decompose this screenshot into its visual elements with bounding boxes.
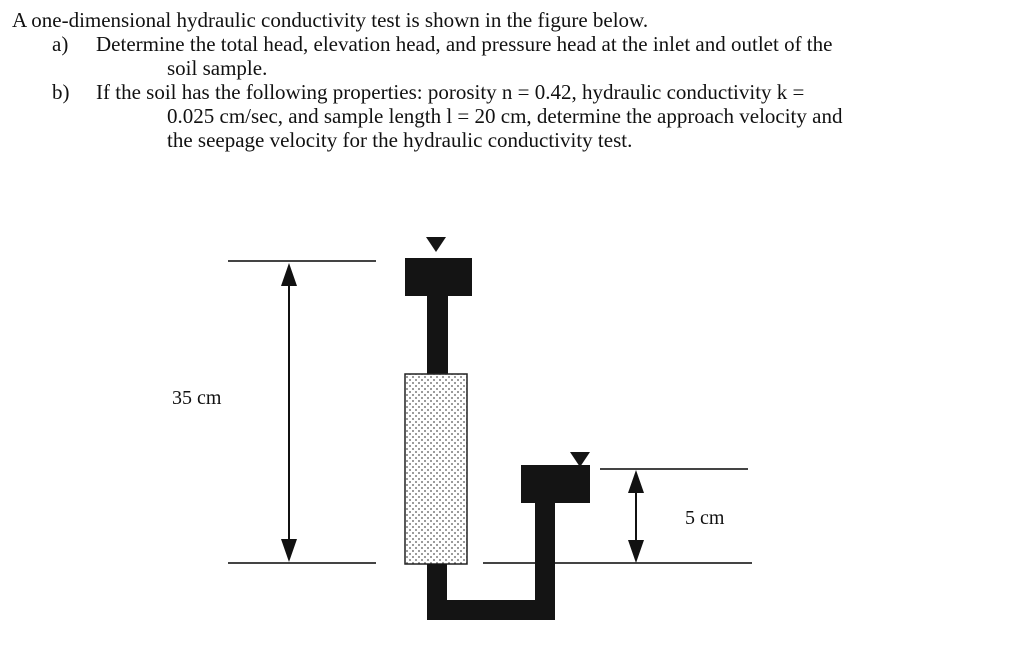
left-dimension-label: 35 cm (172, 387, 222, 409)
part-b-tag: b) (52, 80, 70, 104)
right-dimension-label: 5 cm (685, 507, 725, 529)
part-b (12, 80, 1002, 152)
part-b-line-2: 0.025 cm/sec, and sample length l = 20 cm, determine the approach velocity and (167, 104, 843, 128)
outlet-water-level-icon (570, 452, 590, 467)
part-a-line-2: soil sample. (167, 56, 268, 80)
outflow-pipe-bottom (427, 600, 555, 620)
problem-statement (12, 8, 1002, 152)
part-b-line-3: the seepage velocity for the hydraulic conductivity test. (167, 128, 633, 152)
right-dimension-arrow (628, 470, 644, 563)
upper-water-level-icon (426, 237, 446, 252)
part-a-tag: a) (52, 32, 69, 56)
outflow-pipe-down (427, 564, 447, 620)
problem-intro: A one-dimensional hydraulic conductivity test is shown in the figure below. (12, 8, 649, 32)
part-b-line-1: If the soil has the following properties: porosity n = 0.42, hydraulic conductivity k = (96, 80, 805, 104)
outflow-pipe-up (535, 500, 555, 620)
left-dimension-arrow (281, 263, 297, 562)
outlet-reservoir (521, 465, 590, 503)
part-a (12, 32, 1002, 80)
soil-sample (405, 374, 467, 564)
part-a-line-1: Determine the total head, elevation head, and pressure head at the inlet and outlet of the (96, 32, 833, 56)
inflow-pipe (427, 294, 448, 374)
upper-reservoir (405, 258, 472, 296)
